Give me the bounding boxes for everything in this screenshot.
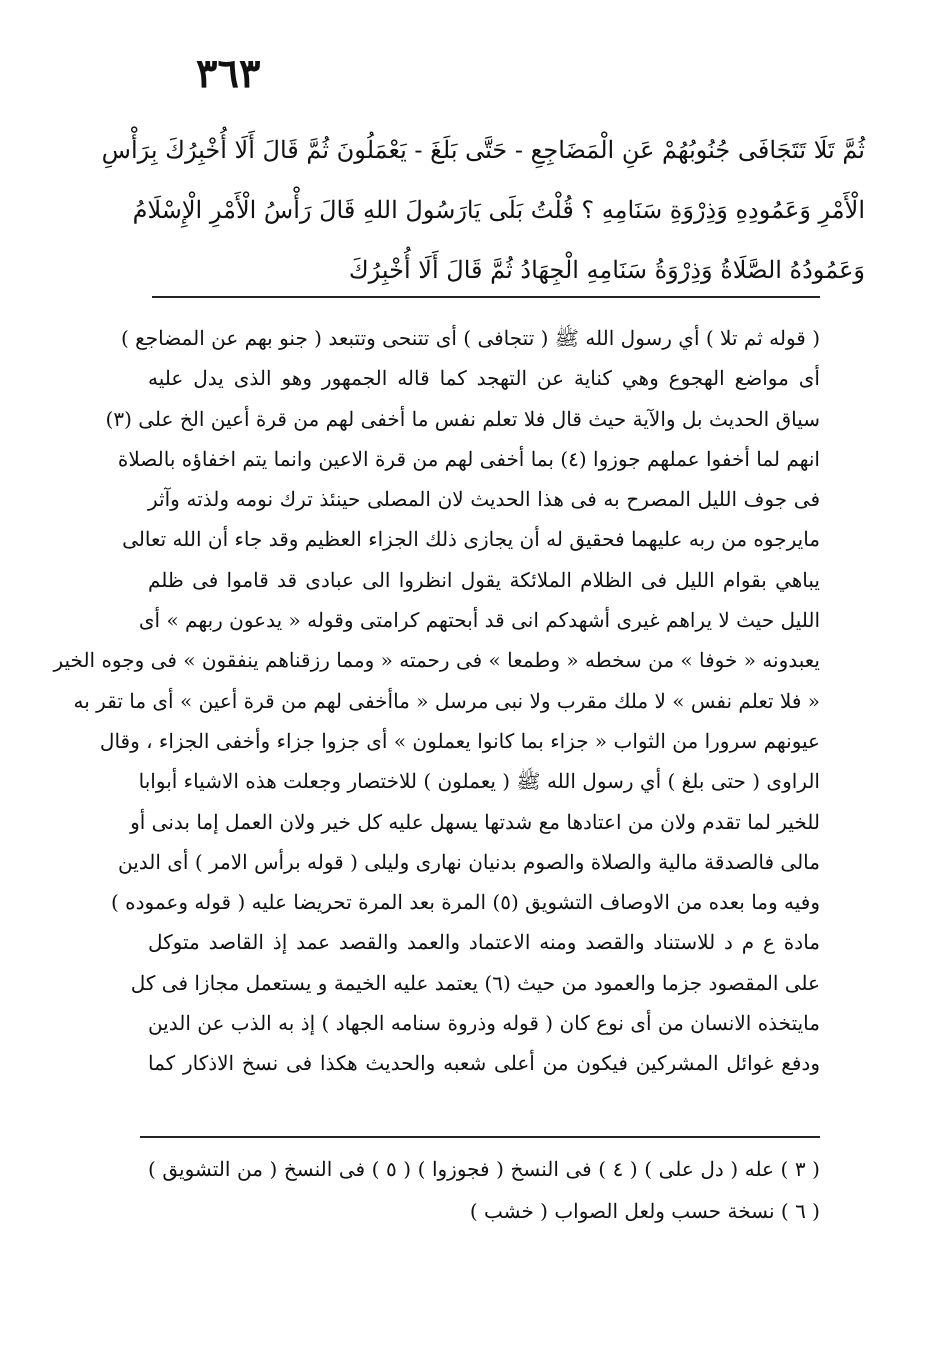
hadith-line: وَعَمُودُهُ الصَّلَاةُ وَذِرْوَةُ سَنَامِهِ الْجِهَادُ ثُمَّ قَالَ أَلَا أُخْبِرُكَ — [348, 256, 865, 284]
commentary-line: للخير لما تقدم ولان من اعتادها مع شدتها يسهل عليه كل خير ولان العمل إما بدنى أو — [130, 809, 820, 834]
footnotes — [148, 1148, 820, 1232]
commentary-line: ودفع غوائل المشركين فيكون من أعلى شعبه والحديث هكذا فى نسخ الاذكار كما — [148, 1051, 820, 1076]
hadith-text — [101, 120, 865, 300]
commentary-text — [53, 318, 820, 1084]
page-number: ٣٦٣ — [196, 50, 261, 97]
commentary-line: أى مواضع الهجوع وهي كناية عن التهجد كما قاله الجمهور وهو الذى يدل عليه — [148, 366, 820, 391]
commentary-line: على المقصود جزما والعمود من حيث (٦) يعتمد عليه الخيمة و يستعمل مجازا فى كل — [130, 970, 820, 995]
commentary-line: يعبدونه « خوفا » من سخطه « وطمعا » فى رحمته « ومما رزقناهم ينفقون » فى وجوه الخير — [53, 648, 820, 673]
commentary-line: مالى فالصدقة مالية والصلاة والصوم بدنيان نهارى وليلى ( قوله برأس الامر ) أى الدين — [117, 849, 820, 874]
commentary-line: عيونهم سرورا من الثواب « جزاء بما كانوا يعملون » أى جزوا جزاء وأخفى الجزاء ، وقال — [99, 728, 820, 753]
commentary-line: سياق الحديث بل والآية حيث قال فلا تعلم نفس ما أخفى لهم من قرة أعين الخ على (٣) — [105, 406, 820, 431]
commentary-line: مادة ع م د للاستناد والقصد ومنه الاعتماد والعمد والقصد عمد إذ القاصد متوكل — [148, 930, 820, 955]
commentary-line: الليل حيث لا يراهم غيرى أشهدكم انى قد أبحتهم كرامتى وقوله « يدعون ربهم » أى — [138, 608, 820, 633]
commentary-line: مايرجوه من ربه عليهما فحقيق له أن يجازى ذلك الجزاء العظيم وقد جاء أن الله تعالى — [122, 527, 820, 552]
commentary-line: الراوى ( حتى بلغ ) أي رسول الله ﷺ ( يعملون ) للاختصار وجعلت هذه الاشياء أبوابا — [138, 769, 820, 794]
footnote-divider — [140, 1136, 820, 1138]
commentary-line: مايتخذه الانسان من أى نوع كان ( قوله وذروة سنامه الجهاد ) إذ به الذب عن الدين — [147, 1011, 820, 1036]
hadith-line: الْأَمْرِ وَعَمُودِهِ وَذِرْوَةِ سَنَامِهِ ؟ قُلْتُ بَلَى يَارَسُولَ اللهِ قَالَ رَأْسُ الْأَمْرِ الْإِسْلَامُ — [132, 196, 865, 224]
top-divider — [152, 296, 820, 298]
commentary-line: ( قوله ثم تلا ) أي رسول الله ﷺ ( تتجافى ) أى تتنحى وتتبعد ( جنو بهم عن المضاجع ) — [120, 326, 820, 350]
commentary-line: « فلا تعلم نفس » لا ملك مقرب ولا نبى مرسل « ماأخفى لهم من قرة أعين » أى ما تقر به — [73, 688, 820, 713]
commentary-line: وفيه وما بعده من الاوصاف التشويق (٥) المرة بعد المرة تحريضا عليه ( قوله وعموده ) — [110, 890, 820, 915]
commentary-line: يباهي بقوام الليل فى الظلام الملائكة يقول انظروا الى عبادى قد قاموا فى ظلم — [148, 567, 820, 592]
commentary-line: انهم لما أخفوا عملهم جوزوا (٤) بما أخفى لهم من قرة الاعين وانما يتم اخفاؤه بالصلاة — [117, 446, 820, 471]
hadith-line: ثُمَّ تَلَا تَتَجَافَى جُنُوبُهُمْ عَنِ الْمَضَاجِعِ - حَتَّى بَلَغَ - يَعْمَلُونَ ثُمَّ قَالَ أَلَا أُخْبِرُكَ بِرَأْسِ — [101, 136, 865, 164]
commentary-line: فى جوف الليل المصرح به فى هذا الحديث لان المصلى حينئذ ترك نومه ولذته وآثر — [148, 487, 820, 512]
footnote-line: ( ٦ ) نسخة حسب ولعل الصواب ( خشب ) — [469, 1199, 820, 1223]
footnote-line: ( ٣ ) عله ( دل على ) ( ٤ ) فى النسخ ( فجوزوا ) ( ٥ ) فى النسخ ( من التشويق ) — [148, 1157, 820, 1181]
